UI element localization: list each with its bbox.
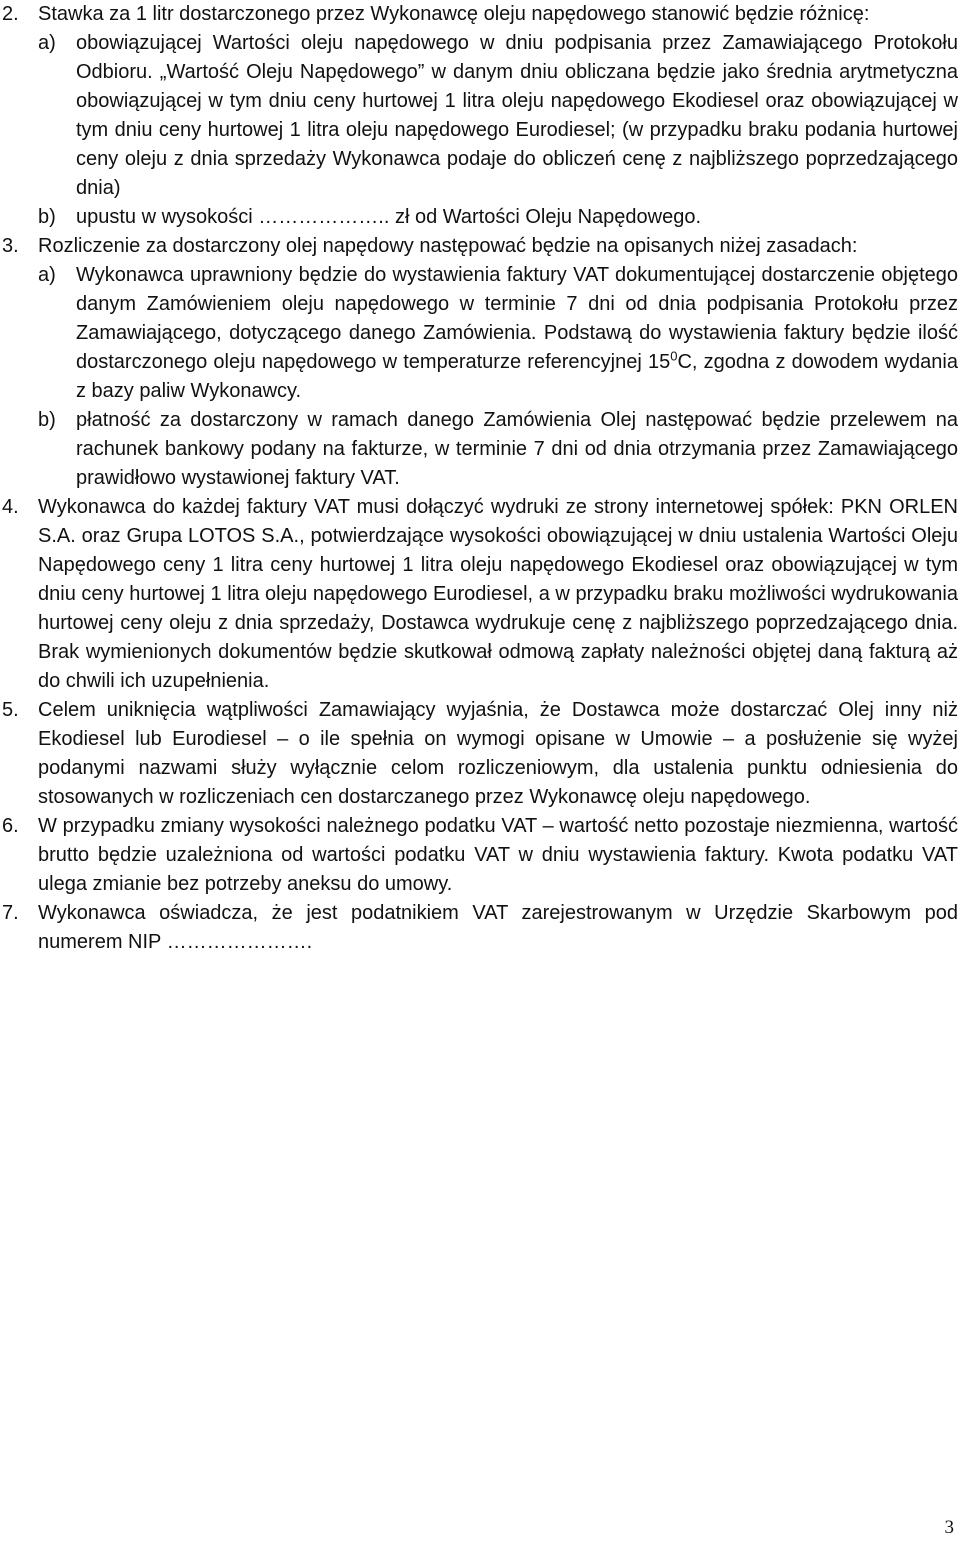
item-text: Wykonawca do każdej faktury VAT musi dołączyć wydruki ze strony internetowej spółek: PKN ORLEN S.A. oraz Grupa LOTOS S.A., potwierdzające wysokości obowiązującej w dniu ustalenia Wartości Oleju Napędowego ceny 1 litra ceny hurtowej 1 litra oleju napędowego Ekodiesel oraz obowiązującej w tym dniu ceny hurtowej 1 litra oleju napędowego Eurodiesel, a w przypadku braku możliwości wydrukowania hurtowej ceny oleju z dnia sprzedaży, Dostawca wydrukuje cenę z najbliższego poprzedzającego dnia. Brak wymienionych dokumentów będzie skutkował odmową zapłaty należności objętej daną fakturą aż do chwili ich uzupełnienia. <box>38 496 958 692</box>
item-number: 6. <box>2 815 19 837</box>
sub-item-text: płatność za dostarczony w ramach danego Zamówienia Olej następować będzie przelewem na rachunek bankowy podany na fakturze, w terminie 7 dni od dnia otrzymania przez Zamawiającego prawidłowo wystawionej faktury VAT. <box>76 409 958 489</box>
sub-item-body <box>76 406 958 493</box>
sub-item-text: upustu w wysokości ……………….. zł od Wartości Oleju Napędowego. <box>76 206 702 228</box>
sub-item-letter: b) <box>38 409 56 431</box>
sub-item-body <box>76 29 958 203</box>
item-intro: Rozliczenie za dostarczony olej napędowy następować będzie na opisanych niżej zasadach: <box>38 235 858 257</box>
list-item-7 <box>0 899 960 957</box>
list-item-3 <box>0 232 960 493</box>
sub-item-body <box>76 203 958 232</box>
list-item-6 <box>0 812 960 899</box>
item-text: W przypadku zmiany wysokości należnego podatku VAT – wartość netto pozostaje niezmienna, wartość brutto będzie uzależniona od wartości podatku VAT w dniu wystawienia faktury. Kwota podatku VAT ulega zmianie bez potrzeby aneksu do umowy. <box>38 815 958 895</box>
sub-item-letter: b) <box>38 206 56 228</box>
sub-item-a <box>38 29 958 203</box>
item-body <box>38 0 958 232</box>
item-number: 4. <box>2 496 19 518</box>
page-number: 3 <box>944 1517 954 1538</box>
item-intro: Stawka za 1 litr dostarczonego przez Wykonawcę oleju napędowego stanowić będzie różnicę: <box>38 3 870 25</box>
item-body <box>38 812 958 899</box>
sub-item-body <box>76 261 958 406</box>
sub-item-text <box>76 261 958 406</box>
item-text: Wykonawca oświadcza, że jest podatnikiem VAT zarejestrowanym w Urzędzie Skarbowym pod numerem NIP …………………. <box>38 902 958 953</box>
item-number: 2. <box>2 3 19 25</box>
degree-superscript: 0 <box>670 348 678 364</box>
sub-item-text: obowiązującej Wartości oleju napędowego w dniu podpisania przez Zamawiającego Protokołu Odbioru. „Wartość Oleju Napędowego” w danym dniu obliczana będzie jako średnia arytmetyczna obowiązującej w tym dniu ceny hurtowej 1 litra oleju napędowego Ekodiesel oraz obowiązującej w tym dniu ceny hurtowej 1 litra oleju napędowego Eurodiesel; (w przypadku braku podania hurtowej ceny oleju z dnia sprzedaży Wykonawca podaje do obliczeń cenę z najbliższego poprzedzającego dnia) <box>76 32 958 199</box>
sub-item-b <box>38 406 958 493</box>
sub-item-letter: a) <box>38 264 56 286</box>
item-body <box>38 232 958 493</box>
item-body <box>38 899 958 957</box>
list-item-5 <box>0 696 960 812</box>
item-text: Celem uniknięcia wątpliwości Zamawiający wyjaśnia, że Dostawca może dostarczać Olej inny niż Ekodiesel lub Eurodiesel – o ile spełnia on wymogi opisane w Umowie – a posłużenie się wyżej podanymi nazwami służy wyłącznie celom rozliczeniowym, dla ustalenia punktu odniesienia do stosowanych w rozliczeniach cen dostarczanego przez Wykonawcę oleju napędowego. <box>38 699 958 808</box>
sub-item-text-part: Wykonawca uprawniony będzie do wystawienia faktury VAT dokumentującej dostarczenie objętego danym Zamówieniem oleju napędowego w terminie 7 dni od dnia podpisania Protokołu przez Zamawiającego, dotyczącego danego Zamówienia. Podstawą do wystawienia faktury będzie ilość dostarczonego oleju napędowego w temperaturze referencyjnej 15 <box>76 264 958 373</box>
item-number: 3. <box>2 235 19 257</box>
sub-item-letter: a) <box>38 32 56 54</box>
list-item-2 <box>0 0 960 232</box>
item-body <box>38 493 958 696</box>
item-body <box>38 696 958 812</box>
sub-item-a <box>38 261 958 406</box>
item-number: 5. <box>2 699 19 721</box>
sub-item-text-part: C, zgodna z dowodem wydania z bazy paliw Wykonawcy. <box>76 351 958 402</box>
list-item-4 <box>0 493 960 696</box>
sub-item-b <box>38 203 958 232</box>
item-number: 7. <box>2 902 19 924</box>
